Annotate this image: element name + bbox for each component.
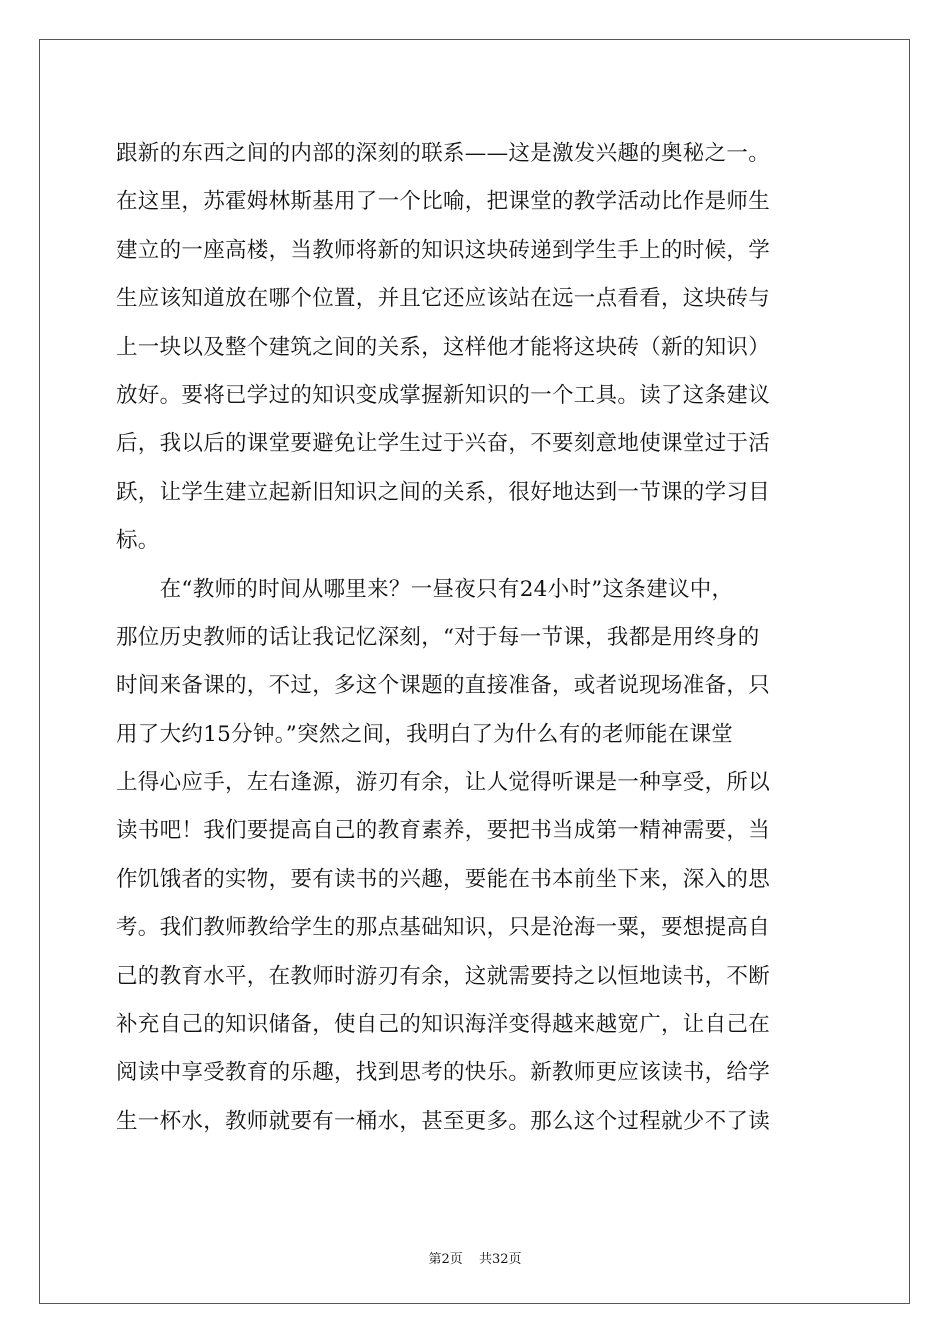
- text-line: 时间来备课的，不过，多这个课题的直接准备，或者说现场准备，只: [116, 673, 771, 699]
- page-total: 共32页: [478, 1252, 522, 1267]
- body-text: [116, 130, 836, 1146]
- text-line: 后，我以后的课堂要避免让学生过于兴奋，不要刻意地使课堂过于活: [116, 431, 771, 457]
- text-line: 生一杯水，教师就要有一桶水，甚至更多。那么这个过程就少不了读: [116, 1108, 771, 1134]
- text-line: 标。: [116, 528, 160, 554]
- text-line: 补充自己的知识储备，使自己的知识海洋变得越来越宽广，让自己在: [116, 1012, 771, 1038]
- text-line: 跟新的东西之间的内部的深刻的联系——这是激发兴趣的奥秘之一。: [116, 141, 771, 166]
- text-line: 在这里，苏霍姆林斯基用了一个比喻，把课堂的教学活动比作是师生: [116, 189, 771, 215]
- text-line: 考。我们教师教给学生的那点基础知识，只是沧海一粟，要想提高自: [116, 915, 771, 941]
- text-line: 己的教育水平，在教师时游刃有余，这就需要持之以恒地读书，不断: [116, 963, 771, 989]
- text-line: 用了大约15分钟。”突然之间，我明白了为什么有的老师能在课堂: [116, 721, 734, 747]
- text-line: 阅读中享受教育的乐趣，找到思考的快乐。新教师更应该读书，给学: [116, 1060, 771, 1086]
- text-line: 上一块以及整个建筑之间的关系，这样他才能将这块砖（新的知识）: [116, 334, 771, 360]
- text-line: 作饥饿者的实物，要有读书的兴趣，要能在书本前坐下来，深入的思: [116, 866, 771, 892]
- text-line: 建立的一座高楼，当教师将新的知识这块砖递到学生手上的时候，学: [116, 237, 771, 263]
- text-line: 上得心应手，左右逢源，游刃有余，让人觉得听课是一种享受，所以: [116, 770, 771, 796]
- text-line: 读书吧！我们要提高自己的教育素养，要把书当成第一精神需要，当: [116, 818, 771, 844]
- text-line: 在“教师的时间从哪里来？一昼夜只有24小时”这条建议中，: [116, 576, 734, 602]
- text-line: 跃，让学生建立起新旧知识之间的关系，很好地达到一节课的学习目: [116, 479, 771, 505]
- page-footer: [0, 1248, 950, 1267]
- page-number: 第2页: [428, 1252, 463, 1267]
- text-line: 那位历史教师的话让我记忆深刻，“对于每一节课，我都是用终身的: [116, 624, 760, 650]
- text-line: 放好。要将已学过的知识变成掌握新知识的一个工具。读了这条建议: [116, 382, 771, 408]
- text-line: 生应该知道放在哪个位置，并且它还应该站在远一点看看，这块砖与: [116, 286, 771, 312]
